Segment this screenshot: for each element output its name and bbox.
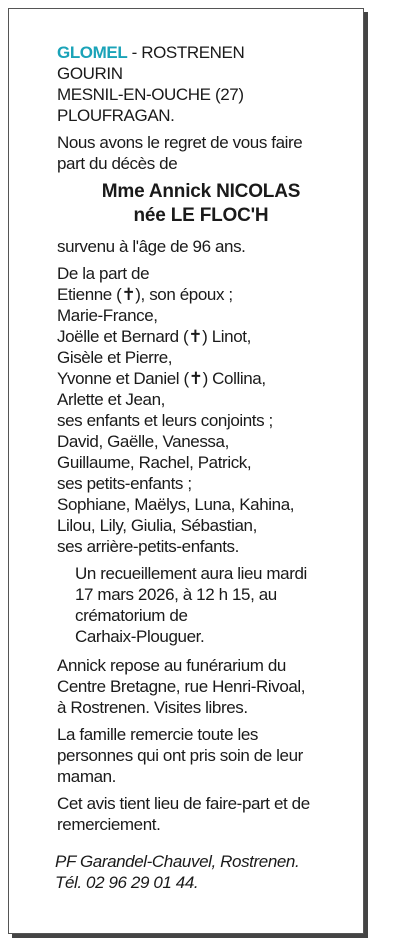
location-line: PLOUFRAGAN. [57,106,175,125]
intro-line: part du décès de [57,154,178,173]
funeral-home-text [57,655,345,718]
ceremony-line: 17 mars 2026, à 12 h 15, au [75,585,277,604]
ceremony-line: crématorium de [75,606,188,625]
age-line: survenu à l'âge de 96 ans. [57,237,246,256]
thanks-line: La famille remercie toute les [57,725,258,744]
ceremony-line: Un recueillement aura lieu mardi [75,564,307,583]
family-line: Sophiane, Maëlys, Luna, Kahina, [57,495,295,514]
funeral-director-signature [55,851,345,893]
family-line: Etienne (✝), son époux ; [57,285,233,304]
location-line-1 [57,42,345,63]
location-list [57,42,345,126]
obituary-notice [45,42,345,893]
family-line: Guillaume, Rachel, Patrick, [57,453,252,472]
thanks-line: maman. [57,767,117,786]
age-text [57,236,345,257]
thanks-line: personnes qui ont pris soin de leur [57,746,303,765]
family-line: Gisèle et Pierre, [57,348,173,367]
intro-line: Nous avons le regret de vous faire [57,133,303,152]
family-line: De la part de [57,264,150,283]
thanks-text [57,724,345,787]
family-list [57,263,345,557]
deceased-name: Mme Annick NICOLAS [101,181,301,202]
notice-text [57,793,345,835]
intro-text [57,132,345,174]
ceremony-text [75,563,345,647]
family-line: David, Gaëlle, Vanessa, [57,432,229,451]
funeral-home-line: Centre Bretagne, rue Henri-Rivoal, [57,677,306,696]
funeral-home-line: Annick repose au funérarium du [57,656,286,675]
family-line: Yvonne et Daniel (✝) Collina, [57,369,266,388]
family-line: ses petits-enfants ; [57,474,192,493]
funeral-home-line: à Rostrenen. Visites libres. [57,698,248,717]
funeral-director-name: PF Garandel-Chauvel, Rostrenen. [55,852,300,871]
deceased-name-block [57,180,345,228]
notice-line: Cet avis tient lieu de faire-part et de [57,794,310,813]
location-line: MESNIL-EN-OUCHE (27) [57,85,244,104]
family-line: Lilou, Lily, Giulia, Sébastian, [57,516,257,535]
family-line: Joëlle et Bernard (✝) Linot, [57,327,251,346]
lead-town-rest: - ROSTRENEN [127,43,245,62]
location-line: GOURIN [57,64,123,83]
family-line: ses enfants et leurs conjoints ; [57,411,273,430]
family-line: Arlette et Jean, [57,390,165,409]
notice-line: remerciement. [57,815,161,834]
family-line: Marie-France, [57,306,158,325]
family-line: ses arrière-petits-enfants. [57,537,239,556]
ceremony-line: Carhaix-Plouguer. [75,627,205,646]
deceased-maiden-name: née LE FLOC'H [133,205,269,226]
lead-town: GLOMEL [57,43,128,62]
funeral-director-phone: Tél. 02 96 29 01 44. [55,873,199,892]
